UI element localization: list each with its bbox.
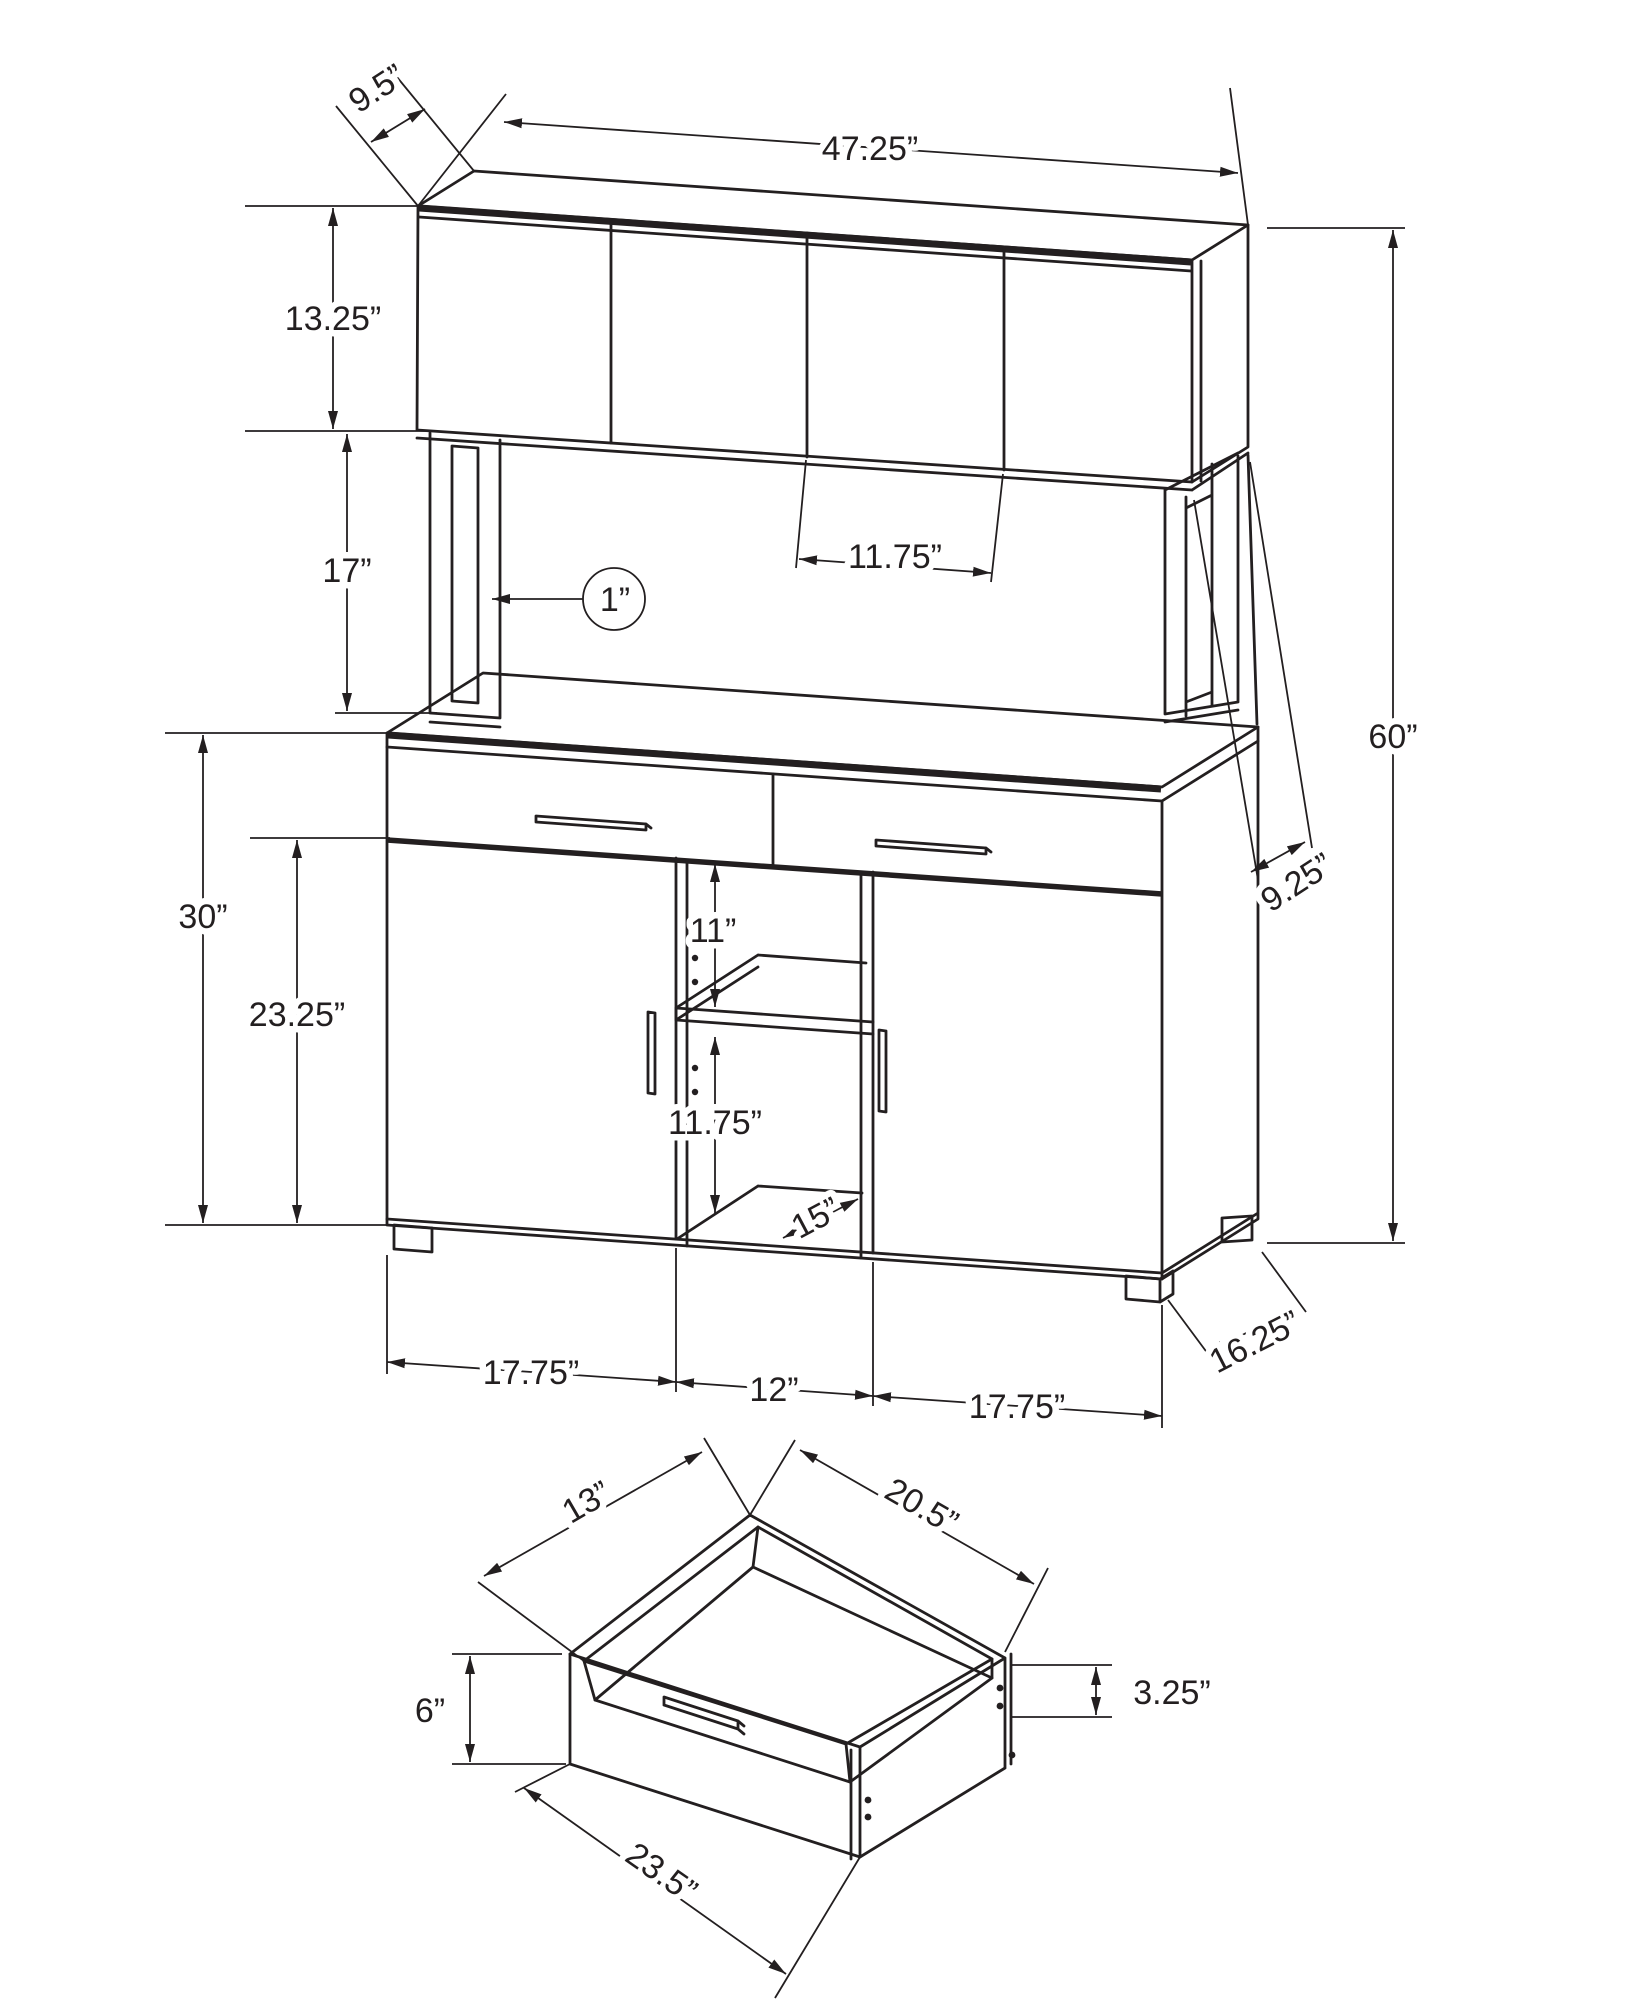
drawer-bottom-edge xyxy=(387,840,1162,894)
credenza-top-front-edge xyxy=(388,735,1161,789)
drawer-inner-rim xyxy=(584,1527,992,1744)
dim-frame-thickness: 1” xyxy=(599,581,631,619)
shelf-pin-hole xyxy=(692,1065,698,1071)
dim-shelf-upper-height: 11” xyxy=(689,912,737,950)
hutch-cabinet xyxy=(417,171,1257,724)
dim-hutch-depth: 9.5” xyxy=(342,56,412,121)
hutch-front-outline xyxy=(417,206,1192,482)
drawer-handle xyxy=(664,1697,744,1734)
hutch-bottom-panel xyxy=(417,438,1248,490)
dim-hutch-height: 13.25” xyxy=(284,300,382,338)
right-door-handle xyxy=(879,1030,886,1112)
dim-drawer-front-height: 6” xyxy=(414,1692,446,1730)
dim-drawer-inner-height: 3.25” xyxy=(1133,1674,1211,1712)
dim-hutch-door-width: 11.75” xyxy=(848,538,942,576)
ext-lines-drawer-inner-height xyxy=(1012,1665,1112,1717)
drawer2-handle xyxy=(876,840,991,854)
dim-center-width: 12” xyxy=(749,1371,799,1409)
drawer-screw-hole xyxy=(997,1703,1004,1710)
dim-hutch-width: 47.25” xyxy=(821,130,919,168)
shelf-pin-hole xyxy=(692,1089,698,1095)
dim-base-depth: 16.25” xyxy=(1203,1303,1307,1382)
dim-right-door-width: 17.75” xyxy=(968,1388,1066,1426)
drawer-inner-corners xyxy=(584,1527,992,1782)
hutch-top-front-edge xyxy=(419,208,1191,262)
ext-lines-base-height xyxy=(165,733,395,1225)
dim-open-height: 17” xyxy=(322,552,372,590)
hutch-door-dividers xyxy=(611,220,1004,470)
dim-line-hutch-depth xyxy=(371,109,425,142)
drawer-screw-hole xyxy=(865,1814,872,1821)
dim-drawer-width: 23.5” xyxy=(618,1835,704,1911)
dim-base-height: 30” xyxy=(178,898,228,936)
dim-hutch-stack-depth: 9.25” xyxy=(1254,845,1340,920)
drawer-panel-edges xyxy=(851,1654,1011,1859)
drawer-detail xyxy=(415,1438,1211,1998)
dim-left-door-width: 17.75” xyxy=(482,1354,580,1392)
dim-drawer-inner-width: 20.5” xyxy=(878,1470,965,1543)
drawer-screw-hole xyxy=(865,1797,872,1804)
credenza-top-face xyxy=(387,673,1258,787)
dim-drawer-depth: 13” xyxy=(555,1473,618,1532)
hutch-door-top-reveal xyxy=(419,217,1191,271)
dim-shelf-depth: 15” xyxy=(785,1189,847,1247)
cubby-shelf xyxy=(676,955,873,1034)
drawer-floor xyxy=(595,1567,992,1782)
drawer-screw-hole xyxy=(997,1685,1004,1692)
shelf-pin-hole xyxy=(692,955,698,961)
left-door-handle xyxy=(648,1012,655,1094)
credenza-right-face xyxy=(1162,727,1258,1279)
dim-door-height: 23.25” xyxy=(248,996,346,1034)
drawer1-handle xyxy=(536,816,651,830)
dim-shelf-lower-height: 11.75” xyxy=(668,1104,762,1142)
ext-lines-drawer-depth xyxy=(478,1438,750,1661)
right-frame-leg xyxy=(1165,453,1238,722)
dim-total-height: 60” xyxy=(1368,718,1418,756)
drawer-screw-hole xyxy=(1009,1752,1016,1759)
right-leg-tubes xyxy=(1165,453,1238,722)
credenza-front-outline xyxy=(387,747,1162,1279)
door-bottom-edge xyxy=(387,1219,1162,1273)
shelf-pin-hole xyxy=(692,979,698,985)
front-right-foot xyxy=(1126,1271,1173,1302)
drawer-outer-edges xyxy=(570,1515,1005,1857)
dimension-annotations xyxy=(165,57,1418,1428)
